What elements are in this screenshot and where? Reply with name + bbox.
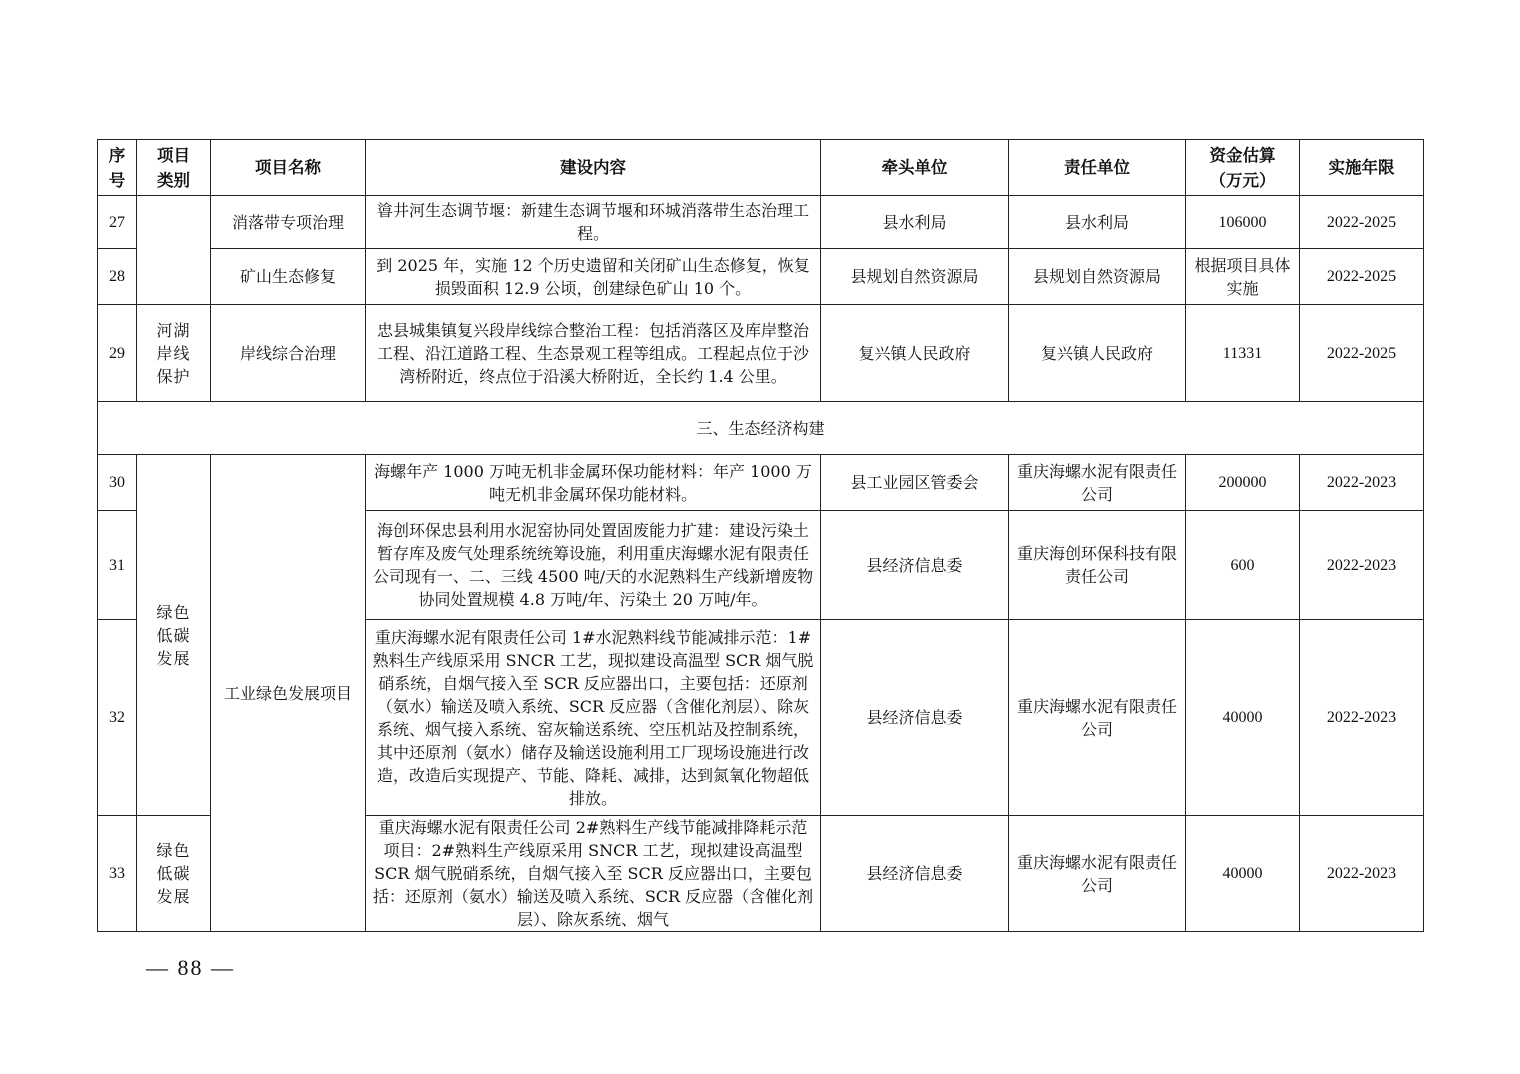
header-resp: 责任单位 <box>1009 140 1186 196</box>
header-category: 项目 类别 <box>137 140 211 196</box>
cell-category: 绿色 低碳 发展 <box>137 816 211 932</box>
cell-seq: 28 <box>98 249 137 305</box>
header-seq: 序 号 <box>98 140 137 196</box>
cell-fund: 106000 <box>1186 196 1300 249</box>
cell-resp: 县规划自然资源局 <box>1009 249 1186 305</box>
header-period: 实施年限 <box>1300 140 1424 196</box>
cell-period: 2022-2023 <box>1300 511 1424 620</box>
cell-content: 忠县城集镇复兴段岸线综合整治工程：包括消落区及库岸整治工程、沿江道路工程、生态景观工程等组成。工程起点位于沙湾桥附近，终点位于沿溪大桥附近，全长约 1.4 公里。 <box>366 305 821 402</box>
cell-lead: 县水利局 <box>821 196 1009 249</box>
cell-lead: 县经济信息委 <box>821 511 1009 620</box>
table-row <box>98 196 1424 249</box>
table-row <box>98 455 1424 511</box>
cell-lead: 复兴镇人民政府 <box>821 305 1009 402</box>
cell-period: 2022-2025 <box>1300 305 1424 402</box>
header-fund: 资金估算 （万元） <box>1186 140 1300 196</box>
cell-seq: 32 <box>98 620 137 816</box>
cell-lead: 县规划自然资源局 <box>821 249 1009 305</box>
cell-seq: 31 <box>98 511 137 620</box>
section-row <box>98 402 1424 455</box>
table-row <box>98 249 1424 305</box>
cell-fund: 11331 <box>1186 305 1300 402</box>
cell-category-empty <box>137 196 211 305</box>
cell-fund: 根据项目具体实施 <box>1186 249 1300 305</box>
cell-content: 海创环保忠县利用水泥窑协同处置固废能力扩建：建设污染土暂存库及废气处理系统统筹设施，利用重庆海螺水泥有限责任公司现有一、二、三线 4500 吨/天的水泥熟料生产线新增废物协同处置规模 4.8 万吨/年、污染土 20 万吨/年。 <box>366 511 821 620</box>
cell-lead: 县经济信息委 <box>821 816 1009 932</box>
cell-content: 重庆海螺水泥有限责任公司 2#熟料生产线节能减排降耗示范项目：2#熟料生产线原采用 SNCR 工艺，现拟建设高温型 SCR 烟气脱硝系统，自烟气接入至 SCR 反应器出口，主要包括：还原剂（氨水）输送及喷入系统、SCR 反应器（含催化剂层）、除灰系统、烟气 <box>366 816 821 932</box>
cell-resp: 县水利局 <box>1009 196 1186 249</box>
cell-name: 消落带专项治理 <box>211 196 366 249</box>
cell-resp: 重庆海螺水泥有限责任公司 <box>1009 455 1186 511</box>
cell-fund: 40000 <box>1186 816 1300 932</box>
cell-content: 到 2025 年，实施 12 个历史遗留和关闭矿山生态修复，恢复损毁面积 12.9 公顷，创建绿色矿山 10 个。 <box>366 249 821 305</box>
cell-category: 绿色 低碳 发展 <box>137 455 211 816</box>
cell-period: 2022-2023 <box>1300 816 1424 932</box>
cell-seq: 33 <box>98 816 137 932</box>
cell-content: 海螺年产 1000 万吨无机非金属环保功能材料：年产 1000 万吨无机非金属环保功能材料。 <box>366 455 821 511</box>
cell-seq: 27 <box>98 196 137 249</box>
cell-resp: 重庆海螺水泥有限责任公司 <box>1009 620 1186 816</box>
cell-fund: 200000 <box>1186 455 1300 511</box>
cell-resp: 重庆海创环保科技有限责任公司 <box>1009 511 1186 620</box>
cell-category: 河湖 岸线 保护 <box>137 305 211 402</box>
cell-period: 2022-2025 <box>1300 249 1424 305</box>
section-title: 三、生态经济构建 <box>98 402 1424 455</box>
header-row <box>98 140 1424 196</box>
cell-period: 2022-2023 <box>1300 455 1424 511</box>
cell-content: 㽏井河生态调节堰：新建生态调节堰和环城消落带生态治理工程。 <box>366 196 821 249</box>
cell-resp: 重庆海螺水泥有限责任公司 <box>1009 816 1186 932</box>
header-lead: 牵头单位 <box>821 140 1009 196</box>
cell-fund: 600 <box>1186 511 1300 620</box>
cell-name: 矿山生态修复 <box>211 249 366 305</box>
header-content: 建设内容 <box>366 140 821 196</box>
cell-period: 2022-2025 <box>1300 196 1424 249</box>
cell-fund: 40000 <box>1186 620 1300 816</box>
cell-name: 工业绿色发展项目 <box>211 455 366 932</box>
cell-seq: 30 <box>98 455 137 511</box>
cell-lead: 县工业园区管委会 <box>821 455 1009 511</box>
header-name: 项目名称 <box>211 140 366 196</box>
cell-content: 重庆海螺水泥有限责任公司 1#水泥熟料线节能减排示范：1#熟料生产线原采用 SNCR 工艺，现拟建设高温型 SCR 烟气脱硝系统，自烟气接入至 SCR 反应器出口，主要包括：还原剂（氨水）输送及喷入系统、SCR 反应器（含催化剂层）、除灰系统、烟气接入系统、窑灰输送系统、空压机站及控制系统，其中还原剂（氨水）储存及输送设施利用工厂现场设施进行改造，改造后实现提产、节能、降耗、减排，达到氮氧化物超低排放。 <box>366 620 821 816</box>
cell-resp: 复兴镇人民政府 <box>1009 305 1186 402</box>
cell-name: 岸线综合治理 <box>211 305 366 402</box>
project-table <box>97 139 1424 932</box>
cell-period: 2022-2023 <box>1300 620 1424 816</box>
cell-seq: 29 <box>98 305 137 402</box>
table-row <box>98 305 1424 402</box>
page-number: — 88 — <box>146 955 235 980</box>
cell-lead: 县经济信息委 <box>821 620 1009 816</box>
